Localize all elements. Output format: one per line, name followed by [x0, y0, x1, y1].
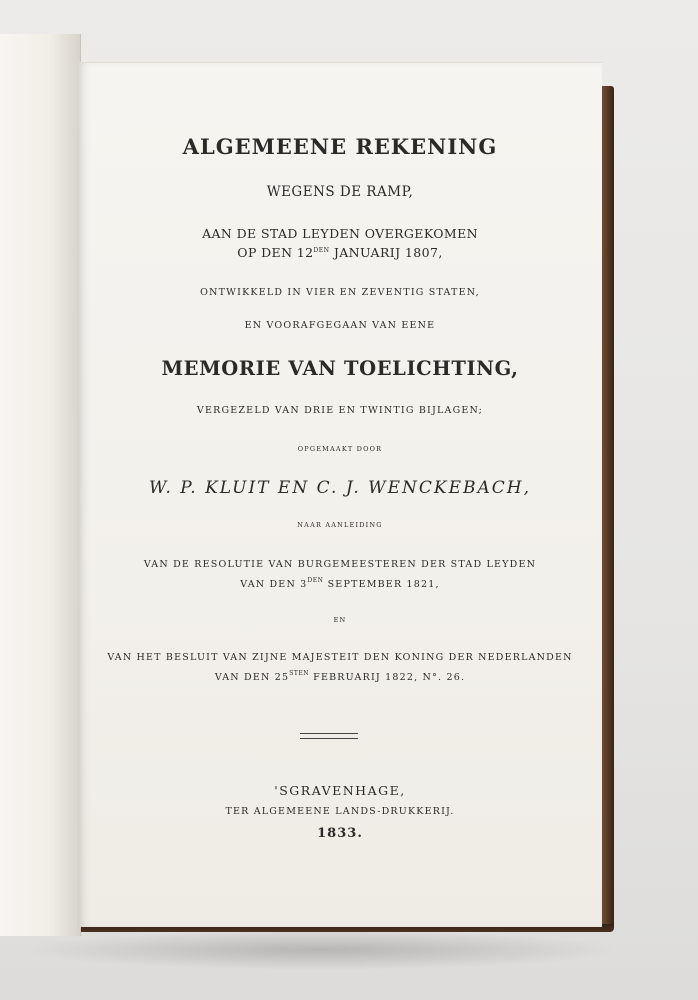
pursuant-line: NAAR AANLEIDING — [297, 521, 383, 529]
memorie-title: MEMORIE VAN TOELICHTING, — [161, 357, 519, 380]
authors: W. P. KLUIT EN C. J. WENCKEBACH, — [148, 478, 532, 498]
imprint-printer: TER ALGEMEENE LANDS-DRUKKERIJ. — [225, 806, 455, 817]
states-line: ONTWIKKELD IN VIER EN ZEVENTIG STATEN, — [200, 287, 480, 298]
left-page — [0, 34, 81, 936]
ornamental-rule — [300, 733, 358, 739]
appendices-line: VERGEZELD VAN DRIE EN TWINTIG BIJLAGEN; — [196, 405, 484, 416]
decree-date: VAN DEN $25^{STEN}$ FEBRUARIJ 1822, N°. 26. — [214, 670, 466, 683]
drawn-up-by: OPGEMAAKT DOOR — [297, 445, 383, 453]
resolution-line: VAN DE RESOLUTIE VAN BURGEMEESTEREN DER STAD LEYDEN — [143, 559, 537, 570]
book-shadow — [20, 930, 620, 970]
preceded-line: EN VOORAFGEGAAN VAN EENE — [244, 320, 436, 331]
and-line: EN — [333, 616, 347, 624]
imprint-place: 'SGRAVENHAGE, — [274, 783, 406, 798]
subtitle: WEGENS DE RAMP, — [266, 184, 414, 200]
date-line: OP DEN $12^{DEN}$ JANUARIJ 1807, — [237, 245, 443, 260]
resolution-date: VAN DEN $3^{DEN}$ SEPTEMBER 1821, — [240, 577, 440, 590]
city-line: AAN DE STAD LEYDEN OVERGEKOMEN — [202, 226, 478, 241]
main-title: ALGEMEENE REKENING — [182, 134, 498, 159]
decree-line: VAN HET BESLUIT VAN ZIJNE MAJESTEIT DEN KONING DER NEDERLANDEN — [107, 652, 573, 663]
imprint-year: 1833. — [317, 826, 363, 841]
